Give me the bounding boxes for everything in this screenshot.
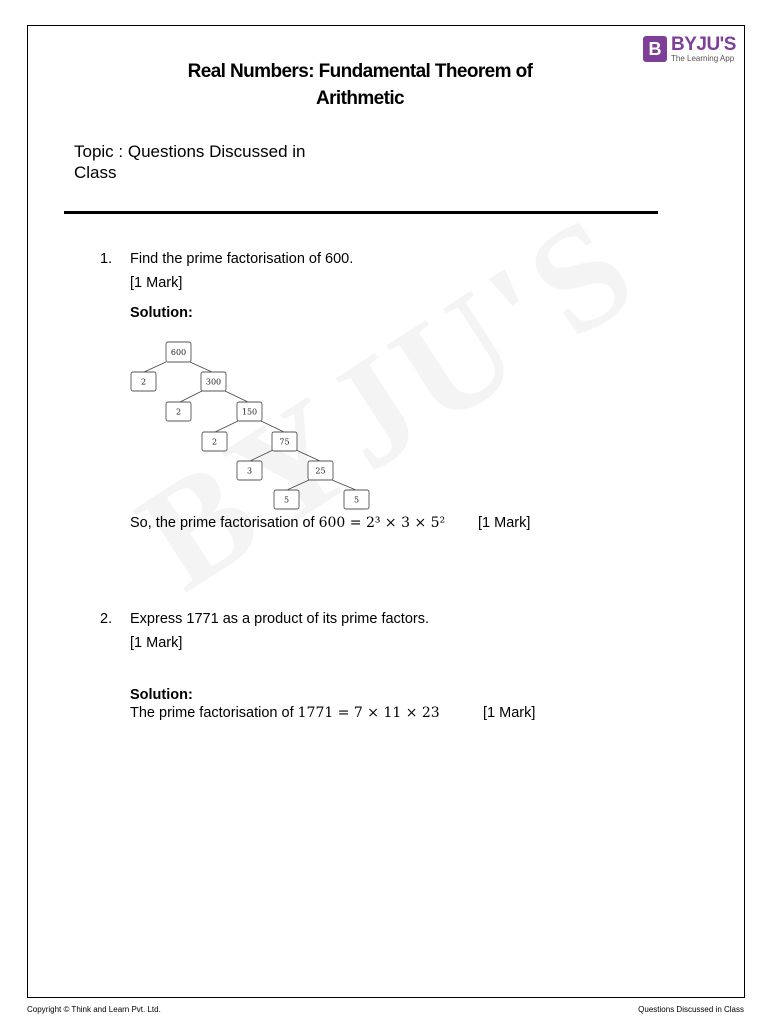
tree-label-5b: 5 bbox=[353, 495, 360, 505]
question-2-text: Express 1771 as a product of its prime factors. bbox=[130, 611, 429, 627]
page-title bbox=[150, 58, 570, 112]
question-1-answer-math: 600 = 2³ × 3 × 5² bbox=[318, 515, 446, 531]
question-2-answer bbox=[130, 705, 440, 721]
title-line-2: Arithmetic bbox=[316, 88, 404, 109]
logo-name: BYJU'S bbox=[671, 34, 736, 55]
question-2-answer-prefix: The prime factorisation of bbox=[130, 705, 294, 721]
tree-label-3: 3 bbox=[246, 466, 253, 476]
question-2-answer-marks: [1 Mark] bbox=[483, 705, 536, 721]
question-1-solution-label: Solution: bbox=[130, 305, 193, 321]
logo-tagline: The Learning App bbox=[671, 54, 735, 63]
question-1-answer-prefix: So, the prime factorisation of bbox=[130, 515, 315, 531]
tree-label-25: 25 bbox=[315, 466, 326, 476]
tree-label-2b: 2 bbox=[175, 407, 182, 417]
footer-section-label: Questions Discussed in Class bbox=[638, 1005, 744, 1014]
factor-tree-600 bbox=[128, 338, 378, 514]
question-2-solution-label: Solution: bbox=[130, 687, 193, 703]
tree-label-300: 300 bbox=[205, 377, 222, 387]
tree-label-150: 150 bbox=[241, 407, 258, 417]
footer-copyright: Copyright © Think and Learn Pvt. Ltd. bbox=[27, 1005, 161, 1014]
question-2-answer-math: 1771 = 7 × 11 × 23 bbox=[297, 705, 440, 721]
question-1-marks: [1 Mark] bbox=[130, 275, 183, 291]
logo-mark-icon: B bbox=[643, 36, 667, 62]
title-line-1: Real Numbers: Fundamental Theorem of bbox=[187, 61, 533, 82]
tree-label-5a: 5 bbox=[283, 495, 290, 505]
question-1-answer bbox=[130, 515, 445, 531]
question-1-text: Find the prime factorisation of 600. bbox=[130, 251, 354, 267]
tree-label-2a: 2 bbox=[140, 377, 147, 387]
tree-label-600: 600 bbox=[170, 348, 187, 357]
question-1-answer-marks: [1 Mark] bbox=[478, 515, 531, 531]
topic-label: Topic : Questions Discussed in Class bbox=[74, 142, 306, 182]
tree-label-2c: 2 bbox=[211, 437, 218, 447]
question-1-number: 1. bbox=[100, 251, 113, 267]
tree-label-75: 75 bbox=[279, 437, 290, 447]
header-divider bbox=[64, 211, 658, 214]
question-2-number: 2. bbox=[100, 611, 113, 627]
question-2-marks: [1 Mark] bbox=[130, 635, 183, 651]
